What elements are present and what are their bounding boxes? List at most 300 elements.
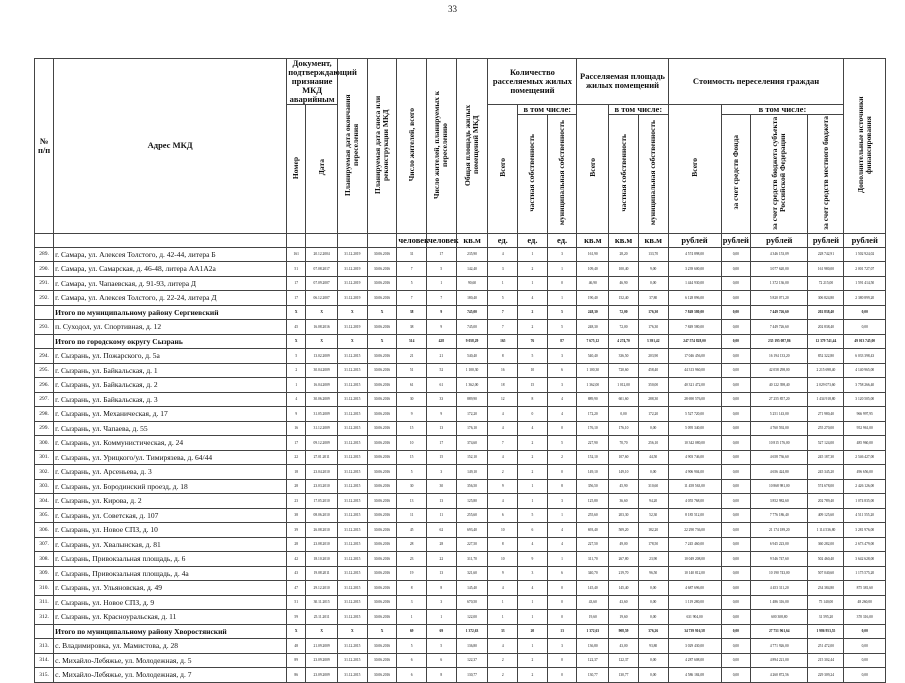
value-cell: 507 040,60 [808, 566, 844, 581]
value-cell: 31.12.2015 [338, 436, 368, 451]
value-cell: 7 776 186,40 [751, 508, 808, 523]
value-cell: 248,30 [577, 320, 609, 335]
table-row [35, 479, 886, 494]
value-cell: 16 [287, 421, 306, 436]
value-cell: 2 [287, 363, 306, 378]
value-cell: 1 [518, 479, 548, 494]
table-row [35, 537, 886, 552]
value-cell: 10 [488, 523, 518, 538]
table-row [35, 262, 886, 277]
value-cell: 38 [397, 305, 427, 320]
value-cell: 6 128 896,00 [668, 291, 721, 306]
table-row [35, 566, 886, 581]
address-cell: г. Сызрань, ул. Механическая, д. 17 [54, 407, 287, 422]
value-cell: 0,00 [721, 421, 751, 436]
value-cell: 30.06.2016 [367, 247, 397, 262]
row-number [35, 334, 54, 349]
value-cell: 11 [397, 508, 427, 523]
value-cell: 2 426 126,00 [844, 479, 886, 494]
value-cell: 122,37 [456, 653, 488, 668]
value-cell: 1 012,00 [609, 378, 639, 393]
value-cell: 59 [287, 610, 306, 625]
value-cell: 31.05.2009 [306, 407, 338, 422]
value-cell: 31.12.2015 [338, 450, 368, 465]
value-cell: 29.12.2010 [306, 581, 338, 596]
value-cell: 2 [518, 436, 548, 451]
value-cell: 23,90 [638, 552, 668, 567]
value-cell: 30.06.2016 [367, 566, 397, 581]
value-cell: 31.12.2015 [338, 407, 368, 422]
value-cell: 72,00 [609, 305, 639, 320]
value-cell: 31.12.2015 [338, 566, 368, 581]
row-number: 300. [35, 436, 54, 451]
value-cell: 745,00 [456, 305, 488, 320]
header-count-municipal: муниципальная собственность [557, 120, 567, 226]
value-cell: 311,70 [577, 552, 609, 567]
value-cell: 1 [488, 276, 518, 291]
value-cell: 31.12.2019 [338, 291, 368, 306]
row-number: 290. [35, 262, 54, 277]
value-cell: 182,20 [638, 523, 668, 538]
value-cell: 0,00 [721, 465, 751, 480]
value-cell: X [287, 305, 306, 320]
value-cell: 149,10 [456, 465, 488, 480]
value-cell: 31.12.2015 [338, 668, 368, 683]
value-cell: 0,00 [721, 276, 751, 291]
row-number: 302. [35, 465, 54, 480]
value-cell: 255 270,00 [808, 421, 844, 436]
value-cell: 31.12.2015 [338, 421, 368, 436]
value-cell: 4 346 153,09 [751, 247, 808, 262]
value-cell: 0,00 [721, 450, 751, 465]
value-cell: 31.12.2019 [338, 247, 368, 262]
row-number: 297. [35, 392, 54, 407]
address-cell: Итого по муниципальному району Сергиевский [54, 305, 287, 320]
value-cell: 142,40 [456, 262, 488, 277]
table-row [35, 247, 886, 262]
value-cell: 3 [427, 465, 457, 480]
value-cell: 1 372,63 [577, 624, 609, 639]
value-cell: 72,00 [609, 320, 639, 335]
row-number: 315. [35, 668, 54, 683]
value-cell: 18 [287, 465, 306, 480]
value-cell: 94,20 [638, 494, 668, 509]
value-cell: 1 [488, 595, 518, 610]
value-cell: 3 852 982,60 [751, 494, 808, 509]
value-cell: 229 309,24 [808, 668, 844, 683]
table-row [35, 276, 886, 291]
address-cell: с. Михайло-Лебяжье, ул. Молодежная, д. 5 [54, 653, 287, 668]
value-cell: 1 444 930,00 [668, 276, 721, 291]
address-cell: г. Сызрань, ул. Пожарского, д. 5а [54, 349, 287, 364]
value-cell: 2 [488, 653, 518, 668]
value-cell: 601,60 [609, 392, 639, 407]
row-number: 308. [35, 552, 54, 567]
row-number: 296. [35, 378, 54, 393]
row-number: 299. [35, 421, 54, 436]
value-cell: 4 903 746,00 [668, 450, 721, 465]
value-cell: 2 [518, 465, 548, 480]
row-number: 305. [35, 508, 54, 523]
value-cell: 3 [518, 566, 548, 581]
value-cell: 0,00 [721, 668, 751, 683]
value-cell: 202 789,40 [808, 494, 844, 509]
value-cell: 45,90 [609, 479, 639, 494]
value-cell: 4 [488, 494, 518, 509]
header-cost-incl: в том числе: [721, 104, 844, 114]
value-cell: 42 [287, 552, 306, 567]
value-cell: 5 [427, 262, 457, 277]
address-cell: г. Сызрань, ул. Арсеньева, д. 3 [54, 465, 287, 480]
value-cell: 0,00 [721, 639, 751, 654]
value-cell: 1 [397, 610, 427, 625]
value-cell: 30.06.2016 [367, 378, 397, 393]
value-cell: 745,00 [456, 320, 488, 335]
value-cell: 10 342 080,00 [668, 436, 721, 451]
address-cell: с. Михайло-Лебяжье, ул. Молодежная, д. 7 [54, 668, 287, 683]
value-cell: 6 033 398,43 [844, 349, 886, 364]
value-cell: 61 [427, 378, 457, 393]
value-cell: 0 [518, 407, 548, 422]
value-cell: 40 122 398,40 [751, 378, 808, 393]
value-cell: 0,00 [721, 378, 751, 393]
value-cell: 07.08.2017 [306, 262, 338, 277]
value-cell: 87 [547, 334, 577, 349]
value-cell: 38 [287, 508, 306, 523]
value-cell: 1 362,00 [577, 378, 609, 393]
value-cell: 28 [287, 479, 306, 494]
value-cell: 4 [488, 407, 518, 422]
value-cell: 0,00 [721, 610, 751, 625]
value-cell: 15 [518, 378, 548, 393]
header-plan-end: Планируемая дата окончания переселения [343, 94, 361, 196]
value-cell: 0,00 [638, 465, 668, 480]
value-cell: 0,00 [721, 624, 751, 639]
value-cell: 8 [397, 581, 427, 596]
value-cell: 133,70 [638, 247, 668, 262]
header-cost-group: Стоимость переселения граждан [668, 59, 844, 105]
value-cell: 9,00 [638, 262, 668, 277]
value-cell: 30.06.2016 [367, 479, 397, 494]
value-cell: 0 [547, 276, 577, 291]
value-cell: 8 [547, 479, 577, 494]
value-cell: 247 574 828,00 [668, 334, 721, 349]
value-cell: 3 [547, 349, 577, 364]
row-number: 310. [35, 581, 54, 596]
value-cell: 152,10 [456, 450, 488, 465]
value-cell: 3 077 620,00 [751, 262, 808, 277]
value-cell: 30.06.2016 [367, 465, 397, 480]
header-cost-total: Всего [689, 158, 699, 177]
value-cell: 31.12.2015 [338, 349, 368, 364]
value-cell: 0,00 [721, 566, 751, 581]
value-cell: 21.09.2009 [306, 639, 338, 654]
value-cell: X [306, 334, 338, 349]
value-cell: 376,26 [638, 624, 668, 639]
value-cell: 2 [488, 465, 518, 480]
value-cell: 306 824,80 [808, 291, 844, 306]
row-number: 289. [35, 247, 54, 262]
value-cell: 30.06.2016 [367, 595, 397, 610]
value-cell: 2 215 698,40 [808, 363, 844, 378]
value-cell: 3 [397, 595, 427, 610]
value-cell: 30.06.2016 [367, 262, 397, 277]
value-cell: 288,30 [638, 392, 668, 407]
value-cell: 176,30 [638, 320, 668, 335]
value-cell: 1 372 136,00 [751, 276, 808, 291]
value-cell: 720,60 [609, 363, 639, 378]
value-cell: 889,90 [577, 392, 609, 407]
row-number: 295. [35, 363, 54, 378]
value-cell: 28 [287, 537, 306, 552]
value-cell: 458,40 [638, 363, 668, 378]
value-cell: 7 449 726,60 [751, 305, 808, 320]
value-cell: 4 656 424,80 [751, 465, 808, 480]
value-cell: 4 274,70 [609, 334, 639, 349]
value-cell: 0 [547, 581, 577, 596]
header-count-incl: в том числе: [518, 104, 577, 114]
value-cell: 496 656,00 [844, 465, 886, 480]
value-cell: 33 [488, 624, 518, 639]
value-cell: 0,00 [721, 479, 751, 494]
value-cell: 0,00 [721, 436, 751, 451]
value-cell: 30.06.2016 [367, 320, 397, 335]
value-cell: 31 [397, 247, 427, 262]
header-no: № п/п [35, 59, 54, 234]
value-cell: 86 [287, 668, 306, 683]
unit-cell: ед. [518, 233, 548, 247]
value-cell: 527 124,00 [808, 436, 844, 451]
value-cell: 3 [547, 378, 577, 393]
value-cell: 27 255 857,20 [751, 392, 808, 407]
value-cell: 07.09.2007 [306, 276, 338, 291]
value-cell: 136,80 [577, 639, 609, 654]
header-cost-fund: за счет средств Фонда [730, 135, 740, 210]
value-cell: 227,50 [456, 537, 488, 552]
value-cell: 21 [397, 349, 427, 364]
page-number: 33 [448, 4, 457, 14]
value-cell: 3 642 628,00 [844, 552, 886, 567]
value-cell: 11 458 563,00 [668, 479, 721, 494]
value-cell: 202 838,40 [808, 320, 844, 335]
value-cell: 36,60 [609, 494, 639, 509]
value-cell: X [306, 624, 338, 639]
unit-cell: кв.м [456, 233, 488, 247]
value-cell: 0,00 [721, 494, 751, 509]
value-cell: 69 [397, 624, 427, 639]
value-cell: 130,77 [609, 668, 639, 683]
value-cell: 23.09.2009 [306, 653, 338, 668]
value-cell: 49 013 745,00 [844, 334, 886, 349]
value-cell: 23.08.2010 [306, 537, 338, 552]
value-cell: 256,10 [638, 436, 668, 451]
value-cell: 145,40 [609, 581, 639, 596]
value-cell: X [367, 305, 397, 320]
value-cell: 15 [427, 450, 457, 465]
value-cell: 4 894 221,00 [751, 653, 808, 668]
value-cell: 5 [547, 320, 577, 335]
value-cell: 130,77 [577, 668, 609, 683]
value-cell: 4 [547, 407, 577, 422]
value-cell: 2 [518, 450, 548, 465]
value-cell: 23 [397, 552, 427, 567]
header-extra-sources: Дополнительные источники финансирования [855, 96, 873, 194]
value-cell: 374,60 [456, 436, 488, 451]
table-row [35, 653, 886, 668]
value-cell: 4 [518, 421, 548, 436]
units-row [35, 233, 886, 247]
value-cell: 9 546 747,60 [751, 552, 808, 567]
value-cell: 38 [397, 320, 427, 335]
value-cell: 96,50 [638, 566, 668, 581]
address-cell: г. Сызрань, ул. Байкальская, д. 2 [54, 378, 287, 393]
value-cell: 6 [397, 653, 427, 668]
header-area-total: Общая площадь жилых помещений МКД [463, 104, 481, 186]
row-number: 312. [35, 610, 54, 625]
value-cell: 7 675,12 [577, 334, 609, 349]
row-number: 298. [35, 407, 54, 422]
value-cell: 48 [287, 639, 306, 654]
value-cell: 31.12.2015 [338, 363, 368, 378]
value-cell: 46,90 [609, 276, 639, 291]
value-cell: 130,77 [456, 668, 488, 683]
value-cell: X [306, 305, 338, 320]
table-row [35, 363, 886, 378]
value-cell: 31 595,20 [808, 610, 844, 625]
header-count-total: Всего [497, 158, 507, 177]
value-cell: 30.06.2016 [367, 276, 397, 291]
row-number: 304. [35, 494, 54, 509]
value-cell: 30.11.2015 [306, 595, 338, 610]
value-cell: 9 [427, 407, 457, 422]
value-cell: 122,37 [609, 653, 639, 668]
value-cell: 31.12.2015 [338, 465, 368, 480]
value-cell: 15 [397, 421, 427, 436]
value-cell: 9 058,29 [456, 334, 488, 349]
value-cell: 30.04.2009 [306, 363, 338, 378]
value-cell: 31.12.2015 [338, 595, 368, 610]
value-cell: 3 281 976,00 [844, 523, 886, 538]
table-row [35, 523, 886, 538]
value-cell: 350,00 [638, 378, 668, 393]
value-cell: 0,00 [721, 407, 751, 422]
value-cell: 23.03.2010 [306, 479, 338, 494]
value-cell: 31.12.2015 [338, 494, 368, 509]
value-cell: 248,30 [577, 305, 609, 320]
value-cell: X [287, 624, 306, 639]
unit-cell: кв.м [577, 233, 609, 247]
value-cell: 0,00 [638, 421, 668, 436]
row-number: 313. [35, 639, 54, 654]
value-cell: X [338, 305, 368, 320]
value-cell: 8 [427, 581, 457, 596]
value-cell: 1 119 280,00 [668, 595, 721, 610]
value-cell: 0,00 [844, 639, 886, 654]
value-cell: 0,00 [638, 276, 668, 291]
value-cell: 89 [287, 653, 306, 668]
value-cell: 33 [427, 392, 457, 407]
value-cell: 31.12.2019 [338, 276, 368, 291]
value-cell: 39 [287, 523, 306, 538]
value-cell: 18.10.2010 [306, 552, 338, 567]
value-cell: 852 322,80 [808, 349, 844, 364]
value-cell: 43,60 [609, 595, 639, 610]
value-cell: 4 [547, 523, 577, 538]
value-cell: 2 380 899,20 [844, 291, 886, 306]
table-row [35, 450, 886, 465]
value-cell: 4 [488, 421, 518, 436]
value-cell: 12 [488, 392, 518, 407]
value-cell: 30.06.2016 [367, 450, 397, 465]
value-cell: 172,20 [456, 407, 488, 422]
row-number: 303. [35, 479, 54, 494]
value-cell: 152,40 [609, 291, 639, 306]
value-cell: 176,30 [638, 305, 668, 320]
value-cell: 370 316,00 [844, 610, 886, 625]
value-cell: 28 690 576,00 [668, 392, 721, 407]
value-cell: 0,00 [721, 320, 751, 335]
value-cell: 0,00 [721, 349, 751, 364]
value-cell: 271 980,40 [808, 407, 844, 422]
value-cell: 30.06.2016 [367, 668, 397, 683]
value-cell: 1 [427, 276, 457, 291]
value-cell: 4 658 736,60 [751, 450, 808, 465]
row-number: 309. [35, 566, 54, 581]
value-cell: 952 961,00 [844, 421, 886, 436]
value-cell: 22 [287, 450, 306, 465]
value-cell: 0,00 [638, 653, 668, 668]
value-cell: 4 906 904,00 [668, 465, 721, 480]
value-cell: 122,37 [577, 653, 609, 668]
address-cell: г. Сызрань, Привокзальная площадь, д. 4а [54, 566, 287, 581]
value-cell: 48 260,00 [844, 595, 886, 610]
value-cell: 72 215,00 [808, 276, 844, 291]
value-cell: 31.12.2019 [338, 262, 368, 277]
table-row [35, 668, 886, 683]
value-cell: 51 [287, 262, 306, 277]
address-cell: г. Сызрань, ул. Красноуральская, д. 11 [54, 610, 287, 625]
value-cell: 17.05.2010 [306, 494, 338, 509]
value-cell: 4 [547, 537, 577, 552]
value-cell: 6 [427, 653, 457, 668]
value-cell: 1 362,00 [456, 378, 488, 393]
unit-cell: рублей [751, 233, 808, 247]
subtotal-row [35, 305, 886, 320]
unit-cell: рублей [721, 233, 751, 247]
value-cell: 5 527 720,00 [668, 407, 721, 422]
value-cell: 69 [427, 624, 457, 639]
value-cell: 321,60 [456, 566, 488, 581]
value-cell: 2 [518, 262, 548, 277]
value-cell: 9 [518, 552, 548, 567]
value-cell: 28,20 [609, 247, 639, 262]
value-cell: 10 [488, 552, 518, 567]
value-cell: 30.06.2016 [367, 610, 397, 625]
table-row [35, 291, 886, 306]
address-cell: г. Сызрань, ул. Новое СПЗ, д. 9 [54, 595, 287, 610]
value-cell: 100,40 [609, 262, 639, 277]
address-cell: г. Сызрань, ул. Байкальская, д. 1 [54, 363, 287, 378]
value-cell: 30.06.2016 [367, 392, 397, 407]
value-cell: 2 673 479,00 [844, 537, 886, 552]
value-cell: 51 [397, 363, 427, 378]
value-cell: 4 453 311,20 [751, 581, 808, 596]
value-cell: 13 [547, 624, 577, 639]
value-cell: 4 140 965,00 [844, 363, 886, 378]
value-cell: 5 251 143,00 [751, 407, 808, 422]
value-cell: 0,00 [721, 262, 751, 277]
unit-cell: человек [397, 233, 427, 247]
